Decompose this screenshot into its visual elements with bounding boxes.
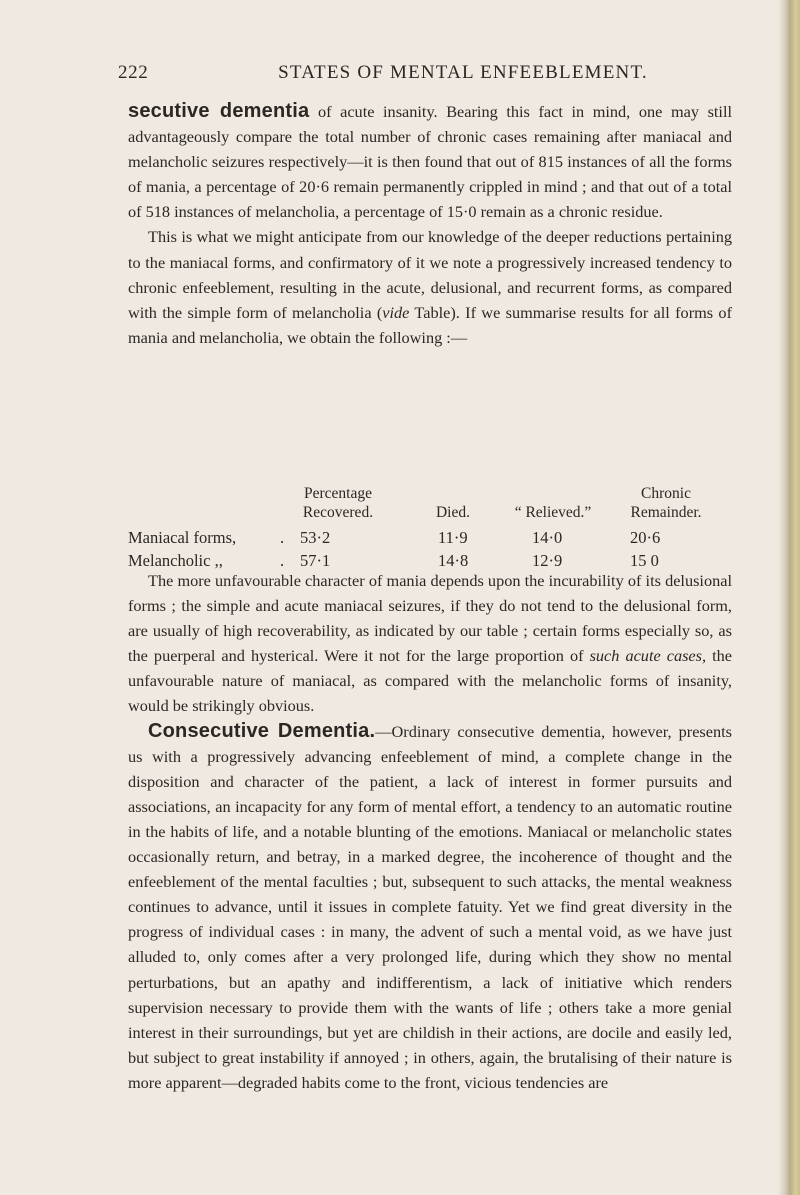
- paragraph-3-text-after: the unfavourable nature of maniacal, as compared with the melancholic forms of insanity, would be strikingly obvious.: [128, 646, 733, 716]
- paragraph-2: [128, 224, 732, 349]
- page-number: 222: [118, 62, 149, 83]
- row-chronic: 20·6: [630, 528, 661, 547]
- paragraph-3-text-before: The more unfavourable character of mania depends upon the incurability of its delusional forms ; the simple and acute maniacal seizures, if they do not tend to the delusional form, are usually of high recoverability, as indicated by our table ; certain forms especially so, as the puerperal and hysterical. Were it not for the large proportion of: [128, 571, 732, 666]
- page-header: [118, 62, 720, 86]
- header-chronic-line1: Chronic: [641, 485, 691, 502]
- section-heading: Consecutive Dementia.: [148, 719, 376, 742]
- row-dots: .: [280, 551, 285, 570]
- paragraph-3: [128, 568, 732, 719]
- page-edge-shadow: [778, 0, 800, 1195]
- header-relieved: “ Relieved.”: [514, 504, 592, 521]
- header-recovered-line1: Percentage: [304, 485, 372, 502]
- header-recovered: [278, 484, 398, 522]
- row-label: Melancholic ,,: [128, 551, 223, 570]
- row-label: Maniacal forms,: [128, 528, 237, 547]
- paragraph-1-lead: secutive dementia: [128, 100, 310, 122]
- paragraph-4-text: —Ordinary consecutive dementia, however, presents us with a progressively advancing enfeeblement of mind, a complete change in the disposition and character of the patient, a lack of interest in former pursuits and associations, an incapacity for any form of mental effort, a tendency to an automatic routine in the habits of life, and a notable blunting of the emotions. Maniacal or melancholic states occasionally return, and betray, in a marked degree, the incoherence of thought and the enfeeblement of the mental faculties ; but, subsequent to such attacks, the mental weakness continues to advance, until it issues in complete fatuity. Yet we find great diversity in the progress of individual cases : in many, the advent of such a mental void, as we have just alluded to, only comes after a very prolonged life, during which they show no mental perturbations, but an apathy and indifferentism, a lack of initiative which renders supervision necessary to provide them with the wants of life ; others take a more genial interest in their surroundings, but yet are childish in their actions, are docile and easily led, but subject to great instability if annoyed ; in others, again, the brutalising of their nature is more apparent—degraded habits come to the front, vicious tendencies are: [128, 721, 732, 1092]
- row-recovered: 57·1: [300, 551, 331, 570]
- paragraph-1: [128, 99, 732, 224]
- row-died: 11·9: [438, 528, 468, 547]
- body-text-top: [128, 99, 732, 350]
- header-chronic: [606, 484, 726, 522]
- row-relieved: 12·9: [532, 551, 563, 570]
- paragraph-2-text-before: This is what we might anticipate from our knowledge of the deeper reductions pertaining to the maniacal forms, and confirmatory of it we note a progressively increased tendency to chronic enfeeblement, resulting in the acute, delusional, and recurrent forms, as compared with the simple form of melancholia (: [128, 227, 732, 322]
- paragraph-3-italic: such acute cases,: [589, 646, 707, 666]
- row-chronic: 15 0: [630, 551, 659, 570]
- table-row: [128, 528, 732, 552]
- paragraph-2-text-after: Table). If we summarise results for all forms of mania and melancholia, we obtain the following :—: [128, 302, 732, 347]
- row-relieved: 14·0: [532, 528, 563, 547]
- row-died: 14·8: [438, 551, 469, 570]
- header-recovered-line2: Recovered.: [302, 504, 374, 521]
- paragraph-2-vide: vide: [382, 302, 410, 322]
- header-chronic-line2: Remainder.: [630, 504, 702, 521]
- paragraph-4: [128, 719, 732, 1095]
- row-dots: .: [280, 528, 285, 547]
- row-recovered: 53·2: [300, 528, 331, 547]
- running-title: STATES OF MENTAL ENFEEBLEMENT.: [278, 62, 648, 83]
- header-died: Died.: [435, 504, 470, 521]
- paragraph-1-text: of acute insanity. Bearing this fact in mind, one may still advantageously compare the total number of chronic cases remaining after maniacal and melancholic seizures respectively—it is then found that out of 815 instances of all the forms of mania, a percentage of 20·6 remain permanently crippled in mind ; and that out of a total of 518 instances of melancholia, a percentage of 15·0 remain as a chronic residue.: [128, 102, 732, 222]
- body-text-bottom: [128, 568, 732, 1095]
